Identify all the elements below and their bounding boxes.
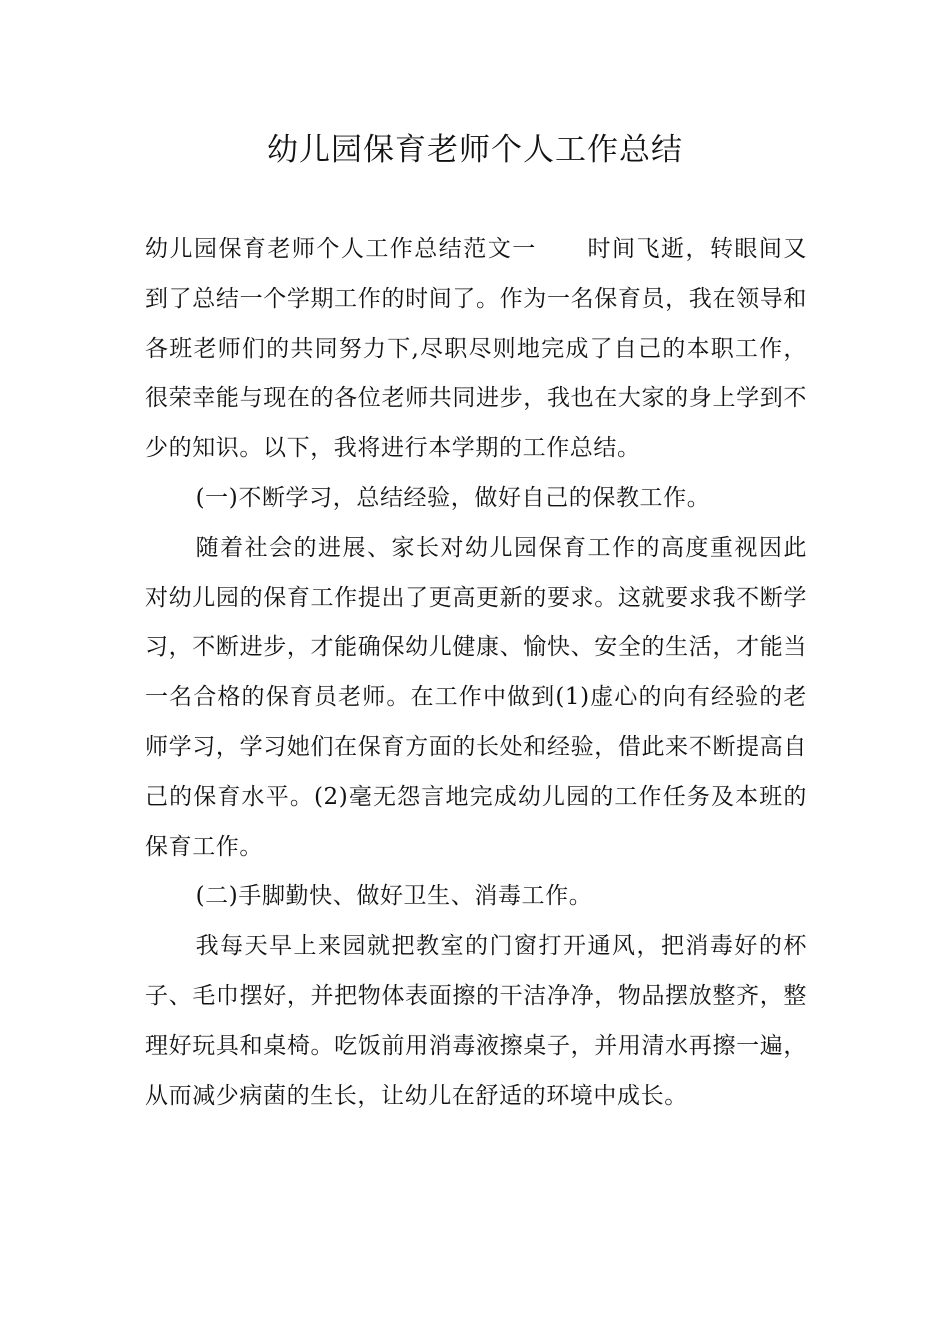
document-title: 幼儿园保育老师个人工作总结: [267, 132, 683, 168]
intro-paragraph: [145, 225, 807, 474]
intro-text: 时间飞逝，转眼间又到了总结一个学期工作的时间了。作为一名保育员，我在领导和各班老师们的共同努力下,尽职尽则地完成了自己的本职工作，很荣幸能与现在的各位老师共同进步，我也在大家的身上学到不少的知识。以下，我将进行本学期的工作总结。: [145, 236, 807, 462]
intro-label: 幼儿园保育老师个人工作总结范文一: [145, 236, 537, 262]
document-body: [145, 225, 807, 1121]
section1-heading: (一)不断学习，总结经验，做好自己的保教工作。: [195, 484, 711, 511]
section2-paragraph: 我每天早上来园就把教室的门窗打开通风，把消毒好的杯子、毛巾摆好，并把物体表面擦的干洁净净，物品摆放整齐，整理好玩具和桌椅。吃饭前用消毒液擦桌子，并用清水再擦一遍，从而减少病菌的生长，让幼儿在舒适的环境中成长。: [145, 933, 807, 1109]
section1-paragraph: 随着社会的进展、家长对幼儿园保育工作的高度重视因此对幼儿园的保育工作提出了更高更新的要求。这就要求我不断学习，不断进步，才能确保幼儿健康、愉快、安全的生活，才能当一名合格的保育员老师。在工作中做到(1)虚心的向有经验的老师学习，学习她们在保育方面的长处和经验，借此来不断提高自己的保育水平。(2)毫无怨言地完成幼儿园的工作任务及本班的保育工作。: [145, 534, 807, 860]
section2-heading: (二)手脚勤快、做好卫生、消毒工作。: [195, 883, 593, 910]
